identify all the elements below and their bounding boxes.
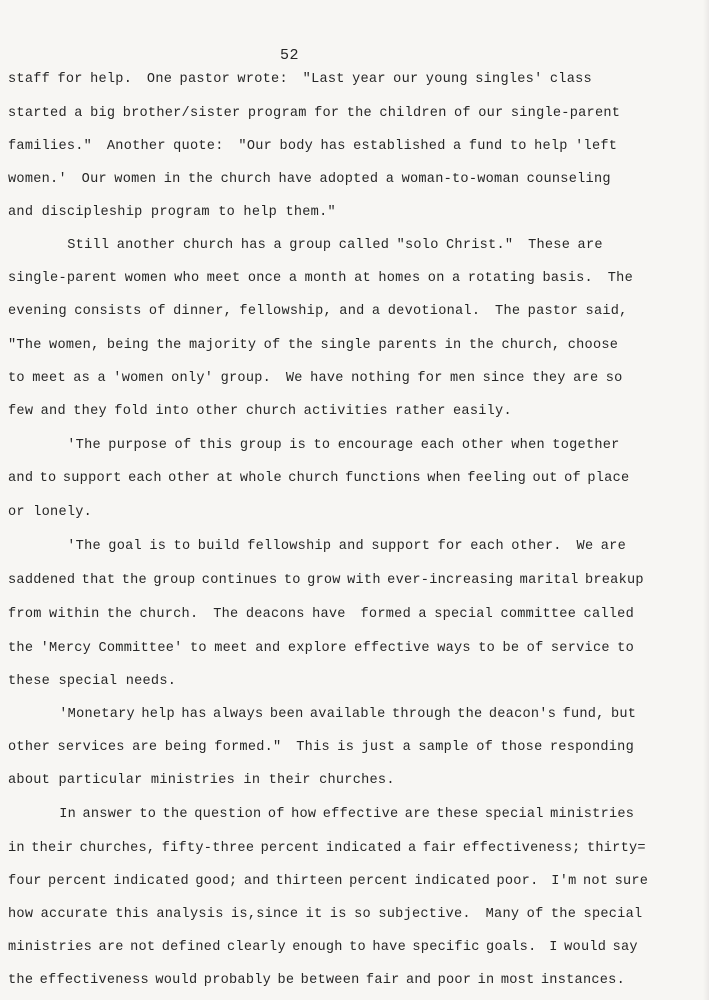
text-line-3: families." Another quote: "Our body has established a fund to help 'left [8, 139, 618, 154]
text-line-28: the effectiveness would probably be between fair and poor in most instances. [8, 973, 625, 988]
text-line-20: 'Monetary help has always been available through the deacon's fund, but [8, 707, 637, 722]
text-line-14: or lonely. [8, 505, 93, 520]
text-line-6: Still another church has a group called "solo Christ." These are [8, 238, 603, 253]
text-line-15: 'The goal is to build fellowship and support for each other. We are [8, 539, 626, 554]
text-line-18: the 'Mercy Committee' to meet and explore effective ways to be of service to [8, 641, 634, 656]
text-line-5: and discipleship program to help them." [8, 205, 336, 220]
text-line-8: evening consists of dinner, fellowship, and a devotional. The pastor said, [8, 304, 628, 319]
text-line-9: "The women, being the majority of the single parents in the church, choose [8, 338, 619, 353]
text-line-16: saddened that the group continues to grow with ever-increasing marital breakup [8, 573, 644, 588]
text-line-26: how accurate this analysis is,since it is so subjective. Many of the special [8, 907, 643, 922]
text-line-11: few and they fold into other church activities rather easily. [8, 404, 512, 419]
text-line-23: In answer to the question of how effective are these special ministries [8, 807, 635, 822]
text-line-7: single-parent women who meet once a month at homes on a rotating basis. The [8, 271, 633, 286]
text-line-2: started a big brother/sister program for the children of our single-parent [8, 106, 621, 121]
text-line-10: to meet as a 'women only' group. We have nothing for men since they are so [8, 371, 623, 386]
text-line-27: ministries are not defined clearly enough to have specific goals. I would say [8, 940, 638, 955]
page-number: 52 [280, 47, 300, 64]
text-line-12: 'The purpose of this group is to encourage each other when together [8, 438, 620, 453]
text-line-25: four percent indicated good; and thirteen percent indicated poor. I'm not sure [8, 874, 649, 889]
scan-edge-shadow [703, 0, 709, 1000]
text-line-17: from within the church. The deacons have formed a special committee called [8, 607, 634, 622]
text-line-4: women.' Our women in the church have adopted a woman-to-woman counseling [8, 172, 611, 187]
text-line-13: and to support each other at whole church functions when feeling out of place [8, 471, 630, 486]
text-line-21: other services are being formed." This is just a sample of those responding [8, 740, 634, 755]
text-line-19: these special needs. [8, 674, 177, 689]
text-line-22: about particular ministries in their churches. [8, 773, 395, 788]
text-line-24: in their churches, fifty-three percent indicated a fair effectiveness; thirty= [8, 841, 646, 856]
text-line-1: staff for help. One pastor wrote: "Last year our young singles' class [8, 72, 592, 87]
